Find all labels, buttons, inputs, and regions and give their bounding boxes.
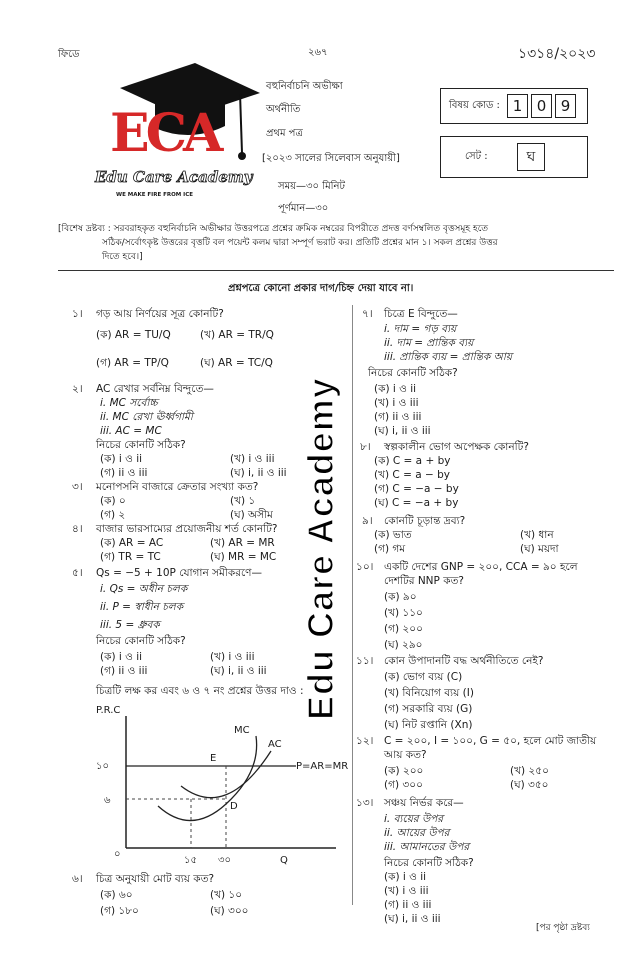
q2-ask: নিচের কোনটি সঠিক? [96,439,186,451]
q1-number: ১। [72,308,83,320]
q6-option-c: (গ) ১৮০ [100,905,139,917]
q5-statement-ii: ii. P = স্বাধীন চলক [100,601,184,613]
q5-option-c: (গ) ii ও iii [100,665,148,677]
graph-xtick: ৩০ [218,855,232,866]
watermark: Edu Care Academy [300,377,341,720]
q2-number: ২। [72,383,83,395]
q6-number: ৬। [72,873,83,885]
exam-syllabus: [২০২৩ সালের সিলেবাস অনুযায়ী] [262,153,400,164]
q7-ask: নিচের কোনটি সঠিক? [368,367,458,379]
subject-code-digit: 1 [507,94,528,118]
logo-script-name: Edu Care Academy [95,168,253,186]
q2-statement-iii: iii. AC = MC [100,425,162,437]
logo-tagline: WE MAKE FIRE FROM ICE [116,192,194,198]
q7-statement-i: i. দাম = গড় ব্যয় [384,323,457,335]
q7-option-b: (খ) i ও iii [374,397,419,409]
q9-option-b: (খ) ধান [520,529,554,541]
column-divider [352,305,353,905]
set-value: ঘ [517,143,545,171]
graph-line-label: P=AR=MR [296,761,349,772]
q1-option-c: (গ) AR = TP/Q [96,357,169,369]
q4-number: ৪। [72,523,83,535]
q10-option-c: (গ) ২০০ [384,623,423,635]
graph-ac-label: AC [268,739,282,750]
q5-statement-iii: iii. 5 = ধ্রুবক [100,619,160,631]
q2-stem: AC রেখার সর্বনিম্ন বিন্দুতে— [96,383,214,395]
graph-point-e: E [210,753,217,764]
q11-option-b: (খ) বিনিয়োগ ব্যয় (I) [384,687,474,699]
q3-number: ৩। [72,481,83,493]
q13-option-b: (খ) i ও iii [384,885,429,897]
subject-code-digit: 0 [531,94,552,118]
q12-option-a: (ক) ২০০ [384,765,424,777]
q10-option-d: (ঘ) ২৯০ [384,639,423,651]
q3-option-b: (খ) ১ [230,495,256,507]
q11-number: ১১। [356,655,374,667]
q7-statement-ii: ii. দাম = প্রান্তিক ব্যয় [384,337,474,349]
q5-number: ৫। [72,567,83,579]
q7-stem: চিত্রে E বিন্দুতে— [384,308,458,320]
set-box [440,136,588,178]
q11-stem: কোন উপাদানটি বদ্ধ অর্থনীতিতে নেই? [384,655,544,667]
header-left-label: ফিডে [58,49,80,60]
q4-option-d: (ঘ) MR = MC [210,551,277,563]
q7-number: ৭। [362,308,373,320]
q4-option-b: (খ) AR = MR [210,537,275,549]
instruction-line: দিতে হবে।] [102,252,143,262]
q6-stem: চিত্র অনুযায়ী মোট ব্যয় কত? [96,873,215,885]
q4-option-a: (ক) AR = AC [100,537,164,549]
q10-option-b: (খ) ১১০ [384,607,423,619]
q6-option-d: (ঘ) ৩০০ [210,905,249,917]
q13-statement-i: i. ব্যয়ের উপর [384,813,444,825]
q12-option-d: (ঘ) ৩৫০ [510,779,549,791]
subject-code-box [440,88,588,124]
q5-option-d: (ঘ) i, ii ও iii [210,665,267,677]
q12-option-b: (খ) ২৫০ [510,765,549,777]
q2-statement-ii: ii. MC রেখা ঊর্ধ্বগামী [100,411,193,423]
q9-option-c: (গ) গম [374,543,406,555]
exam-subject: অর্থনীতি [266,104,301,115]
q10-stem-2: দেশটির NNP কত? [384,575,465,587]
logo-letters: ECA [110,103,220,164]
q8-option-b: (খ) C = a − by [374,469,451,481]
q13-statement-ii: ii. আয়ের উপর [384,827,450,839]
q4-option-c: (গ) TR = TC [100,551,161,563]
q13-ask: নিচের কোনটি সঠিক? [384,857,474,869]
q2-statement-i: i. MC সর্বোচ্চ [100,397,158,409]
subject-code-digit: 9 [555,94,576,118]
q10-stem: একটি দেশের GNP = ২০০, CCA = ৯০ হলে [384,561,578,573]
exam-full-marks: পূর্ণমান—৩০ [278,203,329,214]
q6-option-b: (খ) ১০ [210,889,243,901]
q4-stem: বাজার ভারসাম্যের প্রয়োজনীয় শর্ত কোনটি? [96,523,278,535]
q5-option-a: (ক) i ও ii [100,651,143,663]
q3-option-a: (ক) ০ [100,495,126,507]
q8-option-d: (ঘ) C = −a + by [374,497,459,509]
graph-intro: চিত্রটি লক্ষ কর এবং ৬ ও ৭ নং প্রশ্নের উত্তর দাও : [96,685,304,697]
q2-option-c: (গ) ii ও iii [100,467,148,479]
q7-option-c: (গ) ii ও iii [374,411,422,423]
q3-option-c: (গ) ২ [100,509,126,521]
graph-mc-label: MC [234,725,250,736]
q1-stem: গড় আয় নির্ণয়ের সূত্র কোনটি? [96,308,224,320]
q13-number: ১৩। [356,797,374,809]
next-page-note: [পর পৃষ্ঠা দ্রষ্টব্য [536,923,590,933]
academy-logo [95,58,260,208]
exam-paper: প্রথম পত্র [266,128,303,139]
header-right-code: ১৩১৪/২০২৩ [518,46,596,62]
q5-ask: নিচের কোনটি সঠিক? [96,635,186,647]
exam-time: সময়—৩০ মিনিট [278,181,345,192]
q7-option-d: (ঘ) i, ii ও iii [374,425,431,437]
q1-option-d: (ঘ) AR = TC/Q [200,357,273,369]
q11-option-d: (ঘ) নিট রপ্তানি (Xn) [384,719,473,731]
q8-stem: স্বল্পকালীন ভোগ অপেক্ষক কোনটি? [384,441,529,453]
instructions [58,222,614,264]
graph-ylabel: P.R.C [96,705,121,716]
q13-option-d: (ঘ) i, ii ও iii [384,913,441,925]
q8-option-a: (ক) C = a + by [374,455,451,467]
q10-option-a: (ক) ৯০ [384,591,417,603]
graph-xlabel: Q [280,855,288,866]
q2-option-b: (খ) i ও iii [230,453,275,465]
q12-option-c: (গ) ৩০০ [384,779,423,791]
q6-option-a: (ক) ৬০ [100,889,133,901]
graph-ytick: ৬ [104,795,111,806]
subject-code-label: বিষয় কোড : [449,100,500,111]
graph-xtick: ১৫ [184,855,197,866]
exam-type: বহুনির্বাচনি অভীক্ষা [266,81,343,92]
q5-statement-i: i. Qs = অধীন চলক [100,583,188,595]
q12-number: ১২। [356,735,374,747]
q7-statement-iii: iii. প্রান্তিক ব্যয় = প্রান্তিক আয় [384,351,513,363]
q2-option-a: (ক) i ও ii [100,453,143,465]
mc-curve [158,736,257,821]
q8-number: ৮। [360,441,371,453]
q2-option-d: (ঘ) i, ii ও iii [230,467,287,479]
graph-ytick: ১০ [96,761,109,772]
set-label: সেট : [465,151,488,162]
q3-stem: মনোপসনি বাজারে ক্রেতার সংখ্যা কত? [96,481,259,493]
q12-stem-2: আয় কত? [384,749,427,761]
q11-option-c: (গ) সরকারি ব্যয় (G) [384,703,473,715]
graph-ytick: ০ [114,849,121,860]
q3-option-d: (ঘ) অসীম [230,509,273,521]
q11-option-a: (ক) ভোগ ব্যয় (C) [384,671,463,683]
q1-option-a: (ক) AR = TU/Q [96,329,171,341]
header-center-number: ২৬৭ [308,47,328,58]
q5-option-b: (খ) i ও iii [210,651,255,663]
q12-stem: C = ২০০, I = ১০০, G = ৫০, হলে মোট জাতীয় [384,735,597,747]
cost-revenue-graph [96,716,349,866]
q13-stem: সঞ্চয় নির্ভর করে— [384,797,464,809]
instruction-line: সঠিক/সর্বোৎকৃষ্ট উত্তরের বৃত্তটি বল পয়েন্ট কলম দ্বারা সম্পূর্ণ ভরাট কর। প্রতিটি প্রশ্নের মান ১। সকল প্রশ্নের উত্তর [102,238,498,248]
instruction-line: [বিশেষ দ্রষ্টব্য : সরবরাহকৃত বহুনির্বাচনি অভীক্ষার উত্তরপত্রে প্রশ্নের ক্রমিক নম্বরের বিপরীতে প্রদত্ত বর্ণসম্বলিত বৃত্তসমূহ হতে [58,224,489,234]
q7-option-a: (ক) i ও ii [374,383,417,395]
q5-stem: Qs = −5 + 10P যোগান সমীকরণে— [96,567,263,579]
q9-stem: কোনটি চূড়ান্ত দ্রব্য? [384,515,466,527]
q9-number: ৯। [362,515,373,527]
q13-option-c: (গ) ii ও iii [384,899,432,911]
q13-option-a: (ক) i ও ii [384,871,427,883]
divider [58,270,614,271]
notice: প্রশ্নপত্রে কোনো প্রকার দাগ/চিহ্ন দেয়া যাবে না। [228,283,414,294]
q10-number: ১০। [356,561,374,573]
q9-option-a: (ক) ভাত [374,529,412,541]
q8-option-c: (গ) C = −a − by [374,483,459,495]
q13-statement-iii: iii. আমানতের উপর [384,841,470,853]
q9-option-d: (ঘ) ময়দা [520,543,559,555]
graph-point-d: D [230,801,238,812]
q1-option-b: (খ) AR = TR/Q [200,329,274,341]
